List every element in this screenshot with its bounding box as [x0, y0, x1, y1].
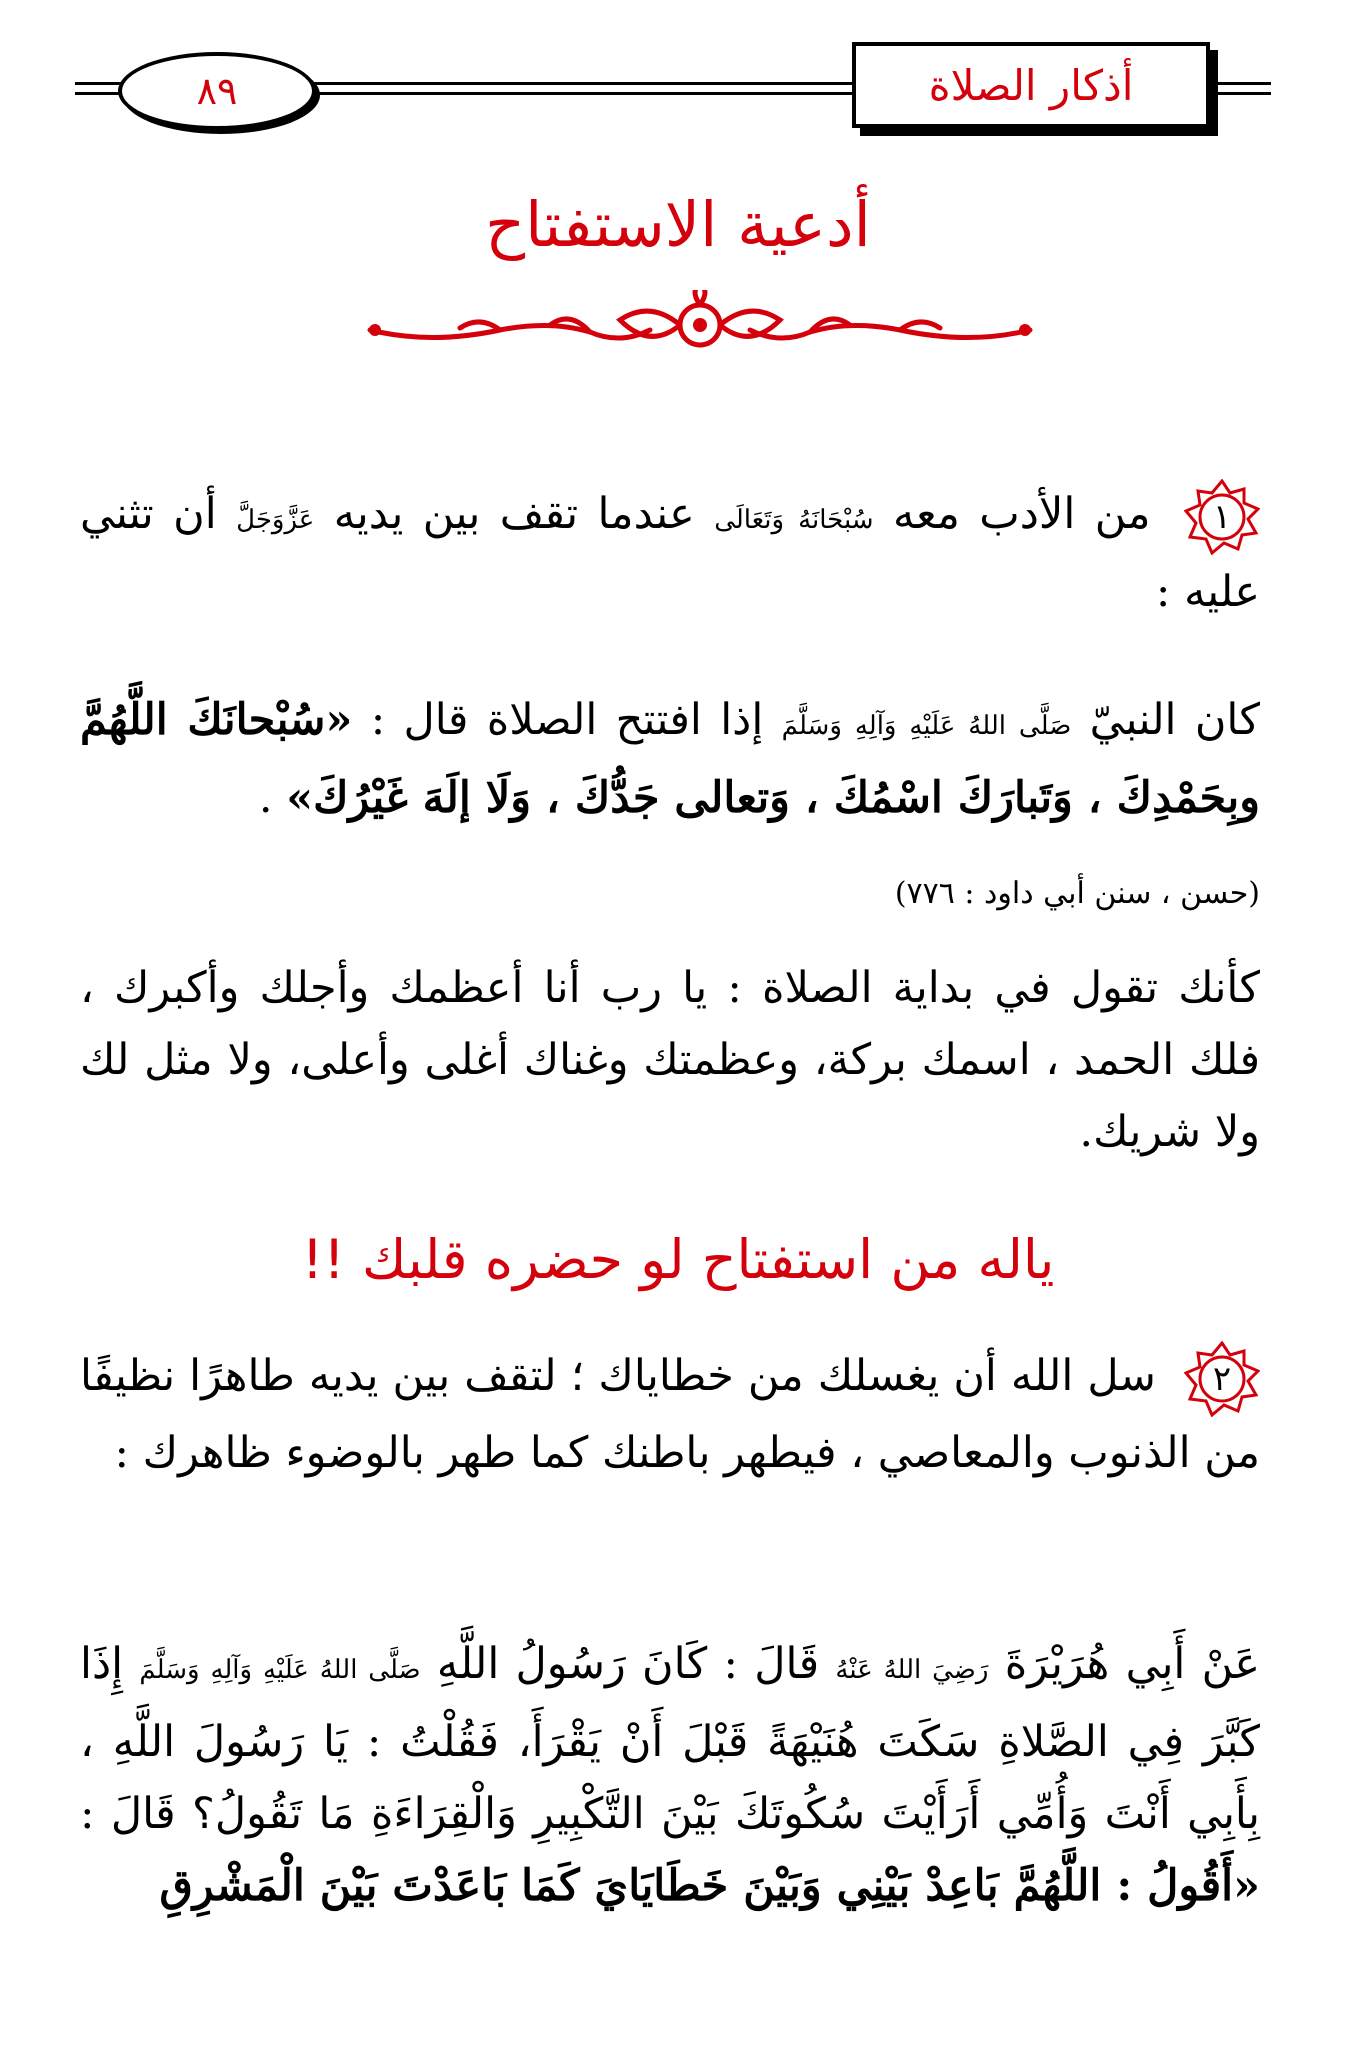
- page-number: ٨٩: [196, 69, 238, 113]
- honorific: عَزَّوَجَلَّ: [236, 505, 315, 535]
- dua-text: «سُبْحانَكَ اللَّهُمَّ وبِحَمْدِكَ ، وَتَبارَكَ اسْمُكَ ، وَتعالى جَدُّكَ ، وَلَا إلَهَ غَيْرُكَ»: [80, 695, 1260, 823]
- dua-text: «أَقُولُ : اللَّهُمَّ بَاعِدْ بَيْنِي وَبَيْنَ خَطَايَايَ كَمَا بَاعَدْتَ بَيْنَ الْمَشْرِقِ: [159, 1861, 1260, 1911]
- section-number-badge: ٢: [1184, 1341, 1260, 1417]
- honorific: رَضِيَ اللهُ عَنْهُ: [835, 1655, 989, 1685]
- ornament-divider-icon: [350, 290, 1050, 360]
- hadith-2: عَنْ أَبِي هُرَيْرَةَ رَضِيَ اللهُ عَنْهُ قَالَ : كَانَ رَسُولُ اللَّهِ صَلَّى اللهُ عَلَيْهِ وَآلِهِ وَسَلَّمَ إِذَا كَبَّرَ فِي الصَّلاةِ سَكَتَ هُنَيْهَةً قَبْلَ أَنْ يَقْرَأَ، فَقُلْتُ : يَا رَسُولَ اللَّهِ ، بِأَبِي أَنْتَ وَأُمِّي أَرَأَيْتَ سُكُوتَكَ بَيْنَ التَّكْبِيرِ وَالْقِرَاءَةِ مَا تَقُولُ؟ قَالَ : «أَقُولُ : اللَّهُمَّ بَاعِدْ بَيْنِي وَبَيْنَ خَطَايَايَ كَمَا بَاعَدْتَ بَيْنَ الْمَشْرِقِ: [80, 1639, 1261, 1911]
- section1-intro: ١ من الأدب معه سُبْحَانَهُ وَتَعَالَى عندما تقف بين يديه عَزَّوَجَلَّ أن تثني عليه :: [80, 478, 1260, 628]
- honorific: سُبْحَانَهُ وَتَعَالَى: [714, 505, 874, 535]
- motto-heading: ياله من استفتاح لو حضره قلبك !!: [301, 1228, 1055, 1291]
- chapter-box: [852, 42, 1210, 128]
- explanation-paragraph: كأنك تقول في بداية الصلاة : يا رب أنا أعظمك وأجلك وأكبرك ، فلك الحمد ، اسمك بركة، وعظمتك وغناك أغلى وأعلى، ولا مثل لك ولا شريك.: [80, 963, 1260, 1157]
- page-number-oval: [118, 52, 316, 130]
- honorific: صَلَّى اللهُ عَلَيْهِ وَآلِهِ وَسَلَّمَ: [139, 1655, 421, 1685]
- chapter-title: أذكار الصلاة: [928, 60, 1134, 110]
- hadith-source: (حسن ، سنن أبي داود : ٧٧٦): [894, 876, 1260, 911]
- section-number-badge: ١: [1184, 479, 1260, 555]
- section2-intro: ٢ سل الله أن يغسلك من خطاياك ؛ لتقف بين يديه طاهرًا نظيفًا من الذنوب والمعاصي ، فيطهر باطنك كما طهر بالوضوء ظاهرك :: [80, 1340, 1260, 1489]
- hadith-1: كان النبيّ صَلَّى اللهُ عَلَيْهِ وَآلِهِ وَسَلَّمَ إذا افتتح الصلاة قال : «سُبْحانَكَ اللَّهُمَّ وبِحَمْدِكَ ، وَتَبارَكَ اسْمُكَ ، وَتعالى جَدُّكَ ، وَلَا إلَهَ غَيْرُكَ» .: [80, 695, 1261, 823]
- honorific: صَلَّى اللهُ عَلَيْهِ وَآلِهِ وَسَلَّمَ: [781, 711, 1072, 741]
- page-title: أدعية الاستفتاح: [485, 188, 871, 261]
